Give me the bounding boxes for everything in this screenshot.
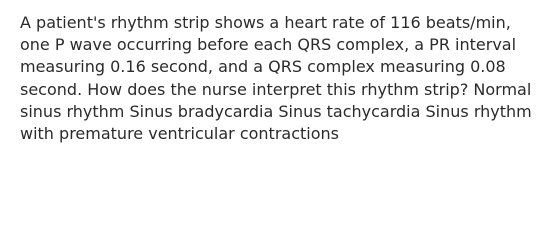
question-text: A patient's rhythm strip shows a heart rate of 116 beats/min, one P wave occurring before each QRS complex, a PR interval measuring 0.16 second, and a QRS complex measuring 0.08 second. How does the nurse interpret this rhythm strip? Normal sinus rhythm Sinus bradycardia Sinus tachycardia Sinus rhythm with premature ventricular contractions: [20, 13, 532, 144]
